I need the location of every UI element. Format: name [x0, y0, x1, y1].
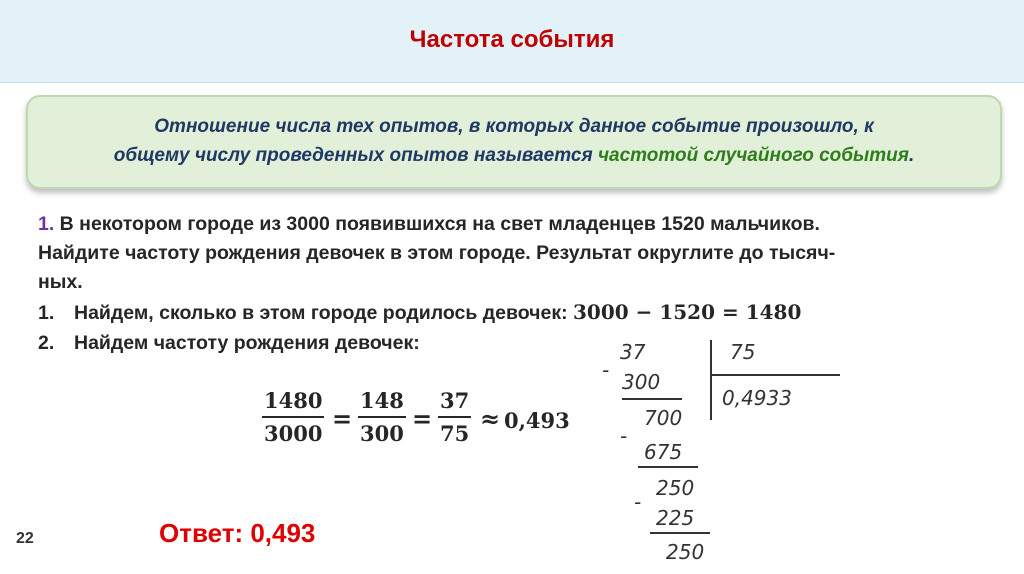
problem-line-2: Найдите частоту рождения девочек в этом городе. Результат округлите до тысяч-: [38, 242, 836, 264]
problem-line-1: [38, 210, 978, 239]
division-row-300: 300: [622, 370, 661, 394]
page-number: 22: [16, 530, 34, 547]
approx-sign: ≈: [480, 404, 501, 433]
equals-sign-2: =: [412, 404, 433, 433]
division-row-225: 225: [656, 506, 695, 530]
minus-sign-1: -: [602, 358, 610, 382]
step-2-text: Найдем частоту рождения девочек:: [74, 332, 420, 354]
division-vertical-line: [710, 340, 712, 420]
division-quotient: 0,4933: [722, 386, 792, 410]
division-row-250-b: 250: [666, 540, 705, 564]
division-row-675: 675: [644, 440, 683, 464]
fraction-3-denominator: 75: [440, 421, 470, 446]
definition-term: частотой случайного события: [597, 145, 909, 166]
minus-sign-3: -: [634, 490, 642, 514]
definition-text: общему числу проведенных опытов называется: [113, 145, 598, 166]
fraction-1: [262, 388, 324, 446]
slide-title: Частота события: [409, 26, 615, 53]
step-2-number: 2.: [38, 332, 55, 354]
fraction-3: [438, 388, 471, 446]
step-1-text: Найдем, сколько в этом городе родилось девочек:: [74, 302, 573, 324]
step-1-number: 1.: [38, 302, 55, 324]
step-1: [38, 297, 801, 328]
division-row-700: 700: [644, 406, 683, 430]
answer: Ответ: 0,493: [159, 518, 316, 548]
definition-period: .: [908, 145, 915, 166]
slide-header: [0, 0, 1024, 83]
equals-sign-1: =: [332, 404, 353, 433]
problem-text-1: В некотором городе из 3000 появившихся на свет младенцев 1520 мальчиков.: [54, 213, 820, 235]
subtraction-line-2: [638, 466, 698, 468]
fraction-2-denominator: 300: [360, 421, 404, 446]
fraction-3-numerator: 37: [438, 388, 471, 418]
division-dividend: 37: [620, 340, 646, 364]
fraction-1-denominator: 3000: [264, 421, 323, 446]
problem-line-3: ных.: [38, 271, 83, 293]
subtraction-line-3: [650, 532, 710, 534]
division-row-250-a: 250: [656, 476, 695, 500]
long-division: [600, 336, 860, 574]
fraction-1-numerator: 1480: [262, 388, 324, 418]
division-divisor: 75: [730, 340, 756, 364]
subtraction-line-1: [622, 398, 682, 400]
step-1-formula: 3000 − 1520 = 1480: [573, 300, 802, 324]
minus-sign-2: -: [620, 424, 628, 448]
fraction-2-numerator: 148: [358, 388, 406, 418]
approx-result: 0,493: [504, 408, 570, 433]
fraction-2: [358, 388, 406, 446]
definition-line-2: [28, 145, 1000, 167]
quotient-line: [710, 374, 840, 376]
definition-box: [26, 95, 1002, 189]
problem-number: 1.: [38, 213, 55, 235]
problem-statement: [38, 210, 978, 297]
definition-line-1: Отношение числа тех опытов, в которых данное событие произошло, к: [154, 116, 874, 137]
